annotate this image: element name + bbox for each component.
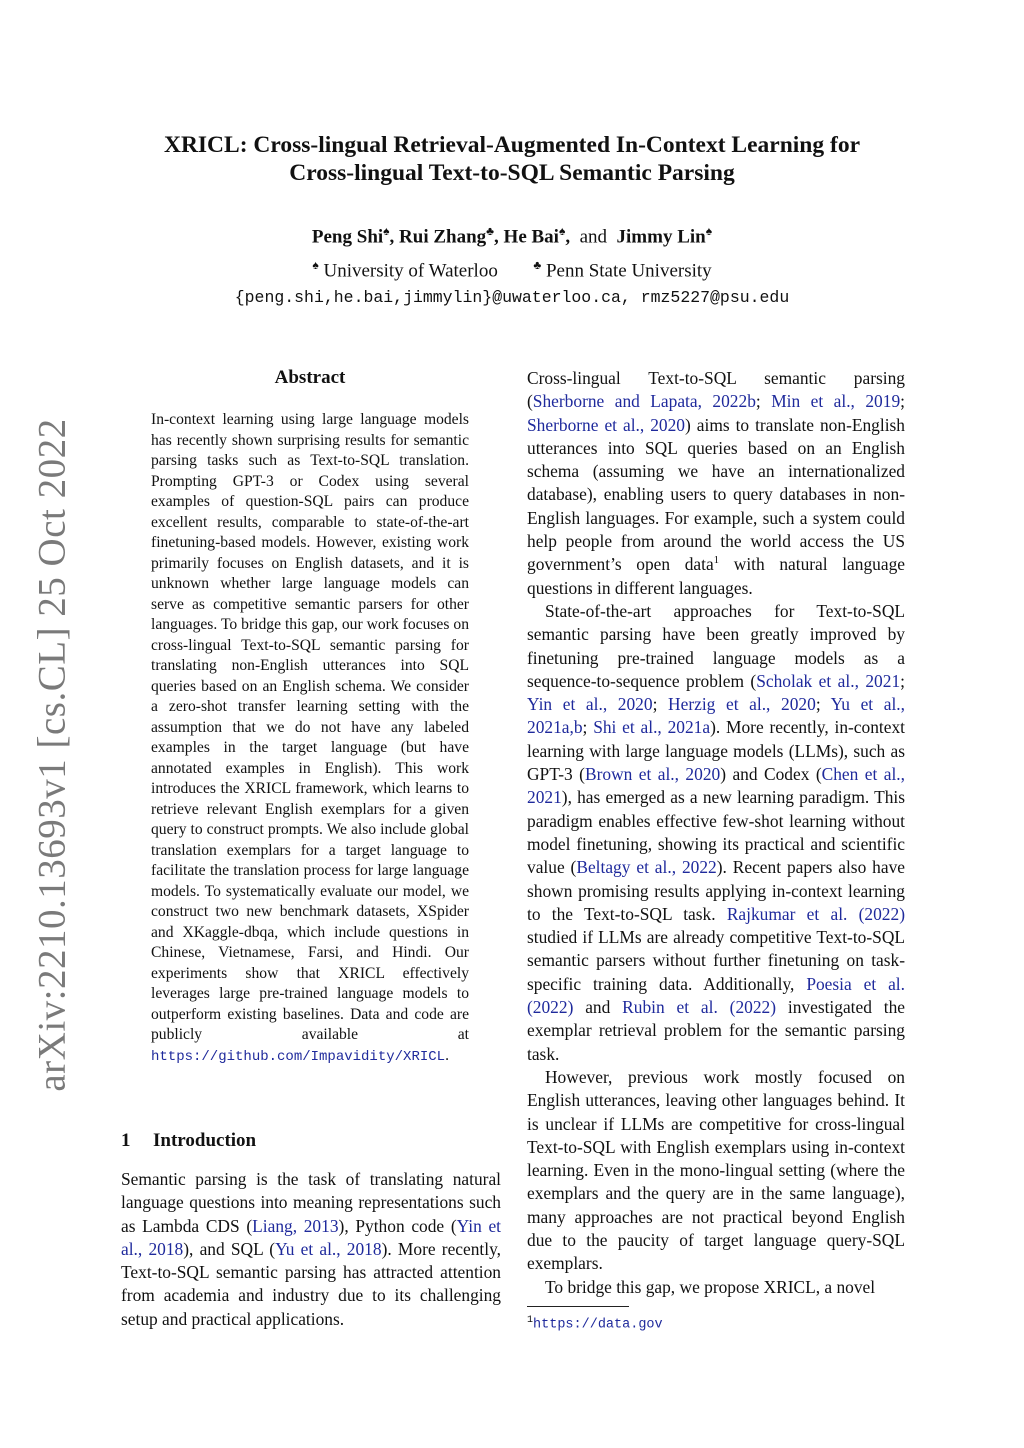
section-title: Introduction bbox=[153, 1130, 257, 1151]
dataset-name: XKaggle-dbqa bbox=[182, 923, 275, 941]
club-icon: ♣ bbox=[533, 258, 542, 272]
right-column bbox=[527, 367, 905, 1299]
body-paragraph: However, previous work mostly focused on English utterances, leaving other languages behind. It is unclear if LLMs are competitive for cross-lingual Text-to-SQL with English exemplars using in-context learning. Even in the mono-lingual setting (where the exemplars and the query are in the same language), many approaches are not practical beyond English due to the paucity of target language query-SQL exemplars. bbox=[527, 1066, 905, 1274]
citation-link[interactable]: Rajkumar et al. (2022) bbox=[726, 903, 905, 924]
section-number: 1 bbox=[121, 1130, 131, 1151]
author-name: He Bai bbox=[503, 226, 559, 248]
affiliation-mark: ♠ bbox=[558, 224, 566, 238]
citation-link[interactable]: Brown et al., 2020 bbox=[584, 764, 721, 785]
abstract-body: In-context learning using large language models has recently shown surprising results for semantic parsing tasks such as Text-to-SQL translation. Prompting GPT-3 or Codex using several examples of question-SQL pairs can produce excellent results, comparable to state-of-the-art finetuning-based models. However, existing work primarily focuses on English datasets, and it is unknown whether large language models can serve as competitive semantic parsers for other languages. To bridge this gap, our work focuses on cross-lingual Text-to-SQL semantic parsing for translating non-English utterances into SQL queries based on an English schema. We consider a zero-shot transfer learning setting with the assumption that we do not have any labeled examples in the target language (but have annotated examples in English). This work introduces the XRICL framework, which learns to retrieve relevant English exemplars for a given query to construct prompts. We also include global translation exemplars for a target language to facilitate the translation process for large language models. To systematically evaluate our model, we construct two new benchmark datasets, XSpider and XKaggle-dbqa, which include questions in Chinese, Vietnamese, Farsi, and Hindi. Our experiments show that XRICL effectively leverages large pre-trained language models to outperform existing baselines. Data and code are publicly available at https://github.com/Impavidity/XRICL. bbox=[151, 411, 469, 1065]
code-repository-link[interactable]: https://github.com/Impavidity/XRICL bbox=[151, 1048, 446, 1065]
citation-link[interactable]: Min et al., 2019 bbox=[771, 391, 901, 412]
body-paragraph: Cross-lingual Text-to-SQL semantic parsing (Sherborne and Lapata, 2022b; Min et al., 2019; Sherborne et al., 2020) aims to translate non-English utterances into SQL queries based on an English schema (assuming we have an internationalized database), enabling users to query databases in non-English languages. For example, such a system could help people from around the world access the US government’s open data$^1$ with natural language questions in different languages. bbox=[527, 368, 906, 598]
footnote-number: 1 bbox=[527, 1315, 534, 1326]
affiliation-mark: ♠ bbox=[705, 224, 713, 238]
citation-link[interactable]: Chen et al., 2021 bbox=[527, 764, 906, 808]
title-line-1: XRICL: Cross-lingual Retrieval-Augmented In-Context Learning for bbox=[163, 132, 861, 158]
footnote bbox=[527, 1312, 663, 1335]
body-paragraph: To bridge this gap, we propose XRICL, a novel bbox=[545, 1276, 876, 1297]
intro-paragraph: Semantic parsing is the task of translating natural language questions into meaning representations such as Lambda CDS (Liang, 2013), Python code (Yin et al., 2018), and SQL (Yu et al., 2018). More recently, Text-to-SQL semantic parsing has attracted attention from academia and industry due to its challenging setup and practical applications. bbox=[121, 1169, 502, 1329]
affiliation-mark: ♣ bbox=[486, 224, 495, 238]
author-emails: {peng.shi,he.bai,jimmylin}@uwaterloo.ca, rmz5227@psu.edu bbox=[234, 288, 790, 307]
affiliation-name: University of Waterloo bbox=[323, 260, 498, 282]
affiliation-list bbox=[120, 252, 904, 284]
affiliation-name: Penn State University bbox=[545, 260, 712, 282]
citation-link[interactable]: Yin et al., 2018 bbox=[121, 1215, 502, 1259]
citation-link[interactable]: Yu et al., 2018 bbox=[275, 1238, 382, 1259]
footnote-divider bbox=[527, 1306, 629, 1307]
author-name: Peng Shi bbox=[311, 226, 384, 248]
footnote-marker[interactable]: 1 bbox=[713, 554, 720, 567]
citation-link[interactable]: Yu et al., 2021a,b bbox=[527, 694, 905, 738]
footnote-link[interactable]: https://data.gov bbox=[533, 1317, 663, 1333]
author-conjunction: and bbox=[579, 226, 608, 248]
citation-link[interactable]: Poesia et al. (2022) bbox=[527, 973, 905, 1018]
body-paragraph: State-of-the-art approaches for Text-to-SQL semantic parsing have been greatly improved by finetuning pre-trained language models as a sequence-to-sequence problem (Scholak et al., 2021; Yin et al., 2020; Herzig et al., 2020; Yu et al., 2021a,b; Shi et al., 2021a). More recently, in-context learning with large language models (LLMs), such as GPT-3 (Brown et al., 2020) and Codex (Chen et al., 2021), has emerged as a new learning paradigm. This paradigm enables effective few-shot learning without model finetuning, showing its practical and scientific value (Beltagy et al., 2022). Recent papers also have shown promising results applying in-context learning to the Text-to-SQL task. Rajkumar et al. (2022) studied if LLMs are already competitive Text-to-SQL semantic parsers without further finetuning on task-specific training data. Additionally, Poesia et al. (2022) and Rubin et al. (2022) investigated the exemplar retrieval problem for the semantic parsing task. bbox=[527, 600, 906, 1064]
abstract-heading: Abstract bbox=[274, 367, 346, 388]
paper-title bbox=[120, 131, 904, 187]
citation-link[interactable]: Liang, 2013 bbox=[252, 1215, 339, 1236]
citation-link[interactable]: Sherborne and Lapata, 2022b bbox=[532, 391, 756, 412]
affiliation-mark: ♠ bbox=[383, 224, 390, 238]
citation-link[interactable]: Sherborne et al., 2020 bbox=[527, 414, 685, 435]
title-line-2: Cross-lingual Text-to-SQL Semantic Parsing bbox=[289, 160, 735, 186]
arxiv-identifier-text: arXiv:2210.13693v1 [cs.CL] 25 Oct 2022 bbox=[30, 418, 74, 1092]
citation-link[interactable]: Herzig et al., 2020 bbox=[668, 694, 816, 715]
citation-link[interactable]: Rubin et al. (2022) bbox=[622, 997, 777, 1018]
citation-link[interactable]: Beltagy et al., 2022 bbox=[576, 857, 717, 878]
dataset-name: XSpider bbox=[417, 903, 469, 920]
author-name: Rui Zhang bbox=[399, 226, 487, 248]
citation-link[interactable]: Yin et al., 2020 bbox=[527, 694, 653, 715]
arxiv-identifier-stamp bbox=[28, 418, 76, 1092]
section-heading-introduction bbox=[121, 1129, 256, 1153]
spade-icon: ♠ bbox=[312, 258, 319, 272]
citation-link[interactable]: Scholak et al., 2021 bbox=[756, 670, 901, 691]
author-name: Jimmy Lin bbox=[616, 226, 706, 248]
citation-link[interactable]: Shi et al., 2021a bbox=[593, 717, 711, 738]
author-list: Peng Shi♠, Rui Zhang♣, He Bai♠, and Jimmy Lin♠ bbox=[311, 224, 713, 248]
